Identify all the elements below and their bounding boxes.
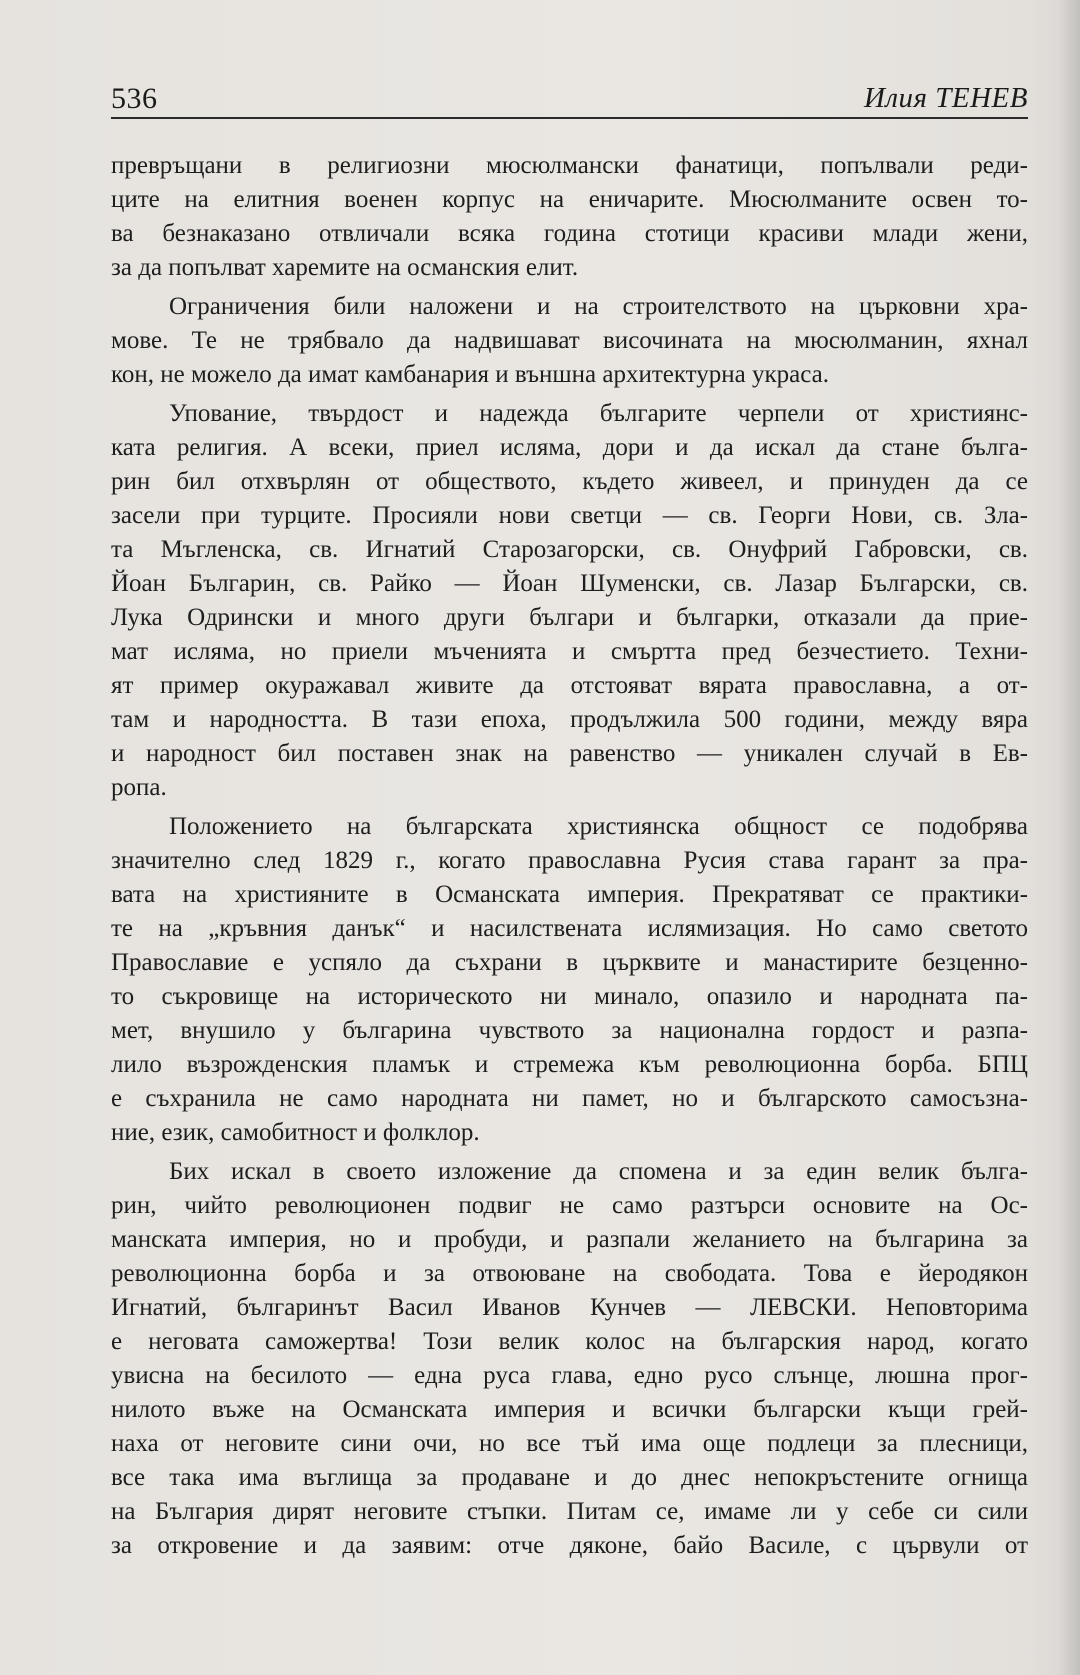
- page-edge-shadow: [1058, 0, 1080, 1675]
- paragraph: [111, 290, 1028, 392]
- text-line: засели при турците. Просияли нови светци — св. Георги Нови, св. Зла-: [111, 502, 1028, 529]
- text-line: Упование, твърдост и надежда българите черпели от християнс-: [169, 400, 1028, 427]
- text-line: значително след 1829 г., когато православна Русия става гарант за пра-: [111, 847, 1028, 874]
- text-line: Ограничения били наложени и на строителството на църковни хра-: [169, 293, 1028, 320]
- running-header: [111, 78, 1028, 118]
- text-line: Игнатий, българинът Васил Иванов Кунчев — ЛЕВСКИ. Неповторима: [111, 1294, 1028, 1321]
- text-line: и народност бил поставен знак на равенство — уникален случай в Ев-: [111, 740, 1028, 767]
- text-line: революционна борба и за отвоюване на свободата. Това е йеродякон: [111, 1260, 1028, 1287]
- text-line: Бих искал в своето изложение да спомена и за един велик бълга-: [169, 1158, 1028, 1185]
- text-line: е съхранила не само народната ни памет, но и българското самосъзна-: [111, 1085, 1028, 1112]
- paragraph: [111, 397, 1028, 805]
- page-number: 536: [111, 82, 158, 115]
- text-line: лило възрожденския пламък и стремежа към революционна борба. БПЦ: [111, 1051, 1028, 1078]
- text-line: ката религия. А всеки, приел исляма, дори и да искал да стане бълга-: [111, 434, 1028, 461]
- text-line: ците на елитния военен корпус на еничарите. Мюсюлманите освен то-: [111, 186, 1028, 213]
- text-line: мет, внушило у българина чувството за национална гордост и разпа-: [111, 1017, 1028, 1044]
- text-line: вата на християните в Османската империя. Прекратяват се практики-: [111, 881, 1028, 908]
- paragraph: [111, 1155, 1028, 1563]
- text-line: все така има въглища за продаване и до днес непокръстените огнища: [111, 1464, 1028, 1491]
- text-line: та Мъгленска, св. Игнатий Старозагорски, св. Онуфрий Габровски, св.: [111, 536, 1028, 563]
- text-line: рин, чийто революционен подвиг не само разтърси основите на Ос-: [111, 1192, 1028, 1219]
- text-line: увисна на бесилото — една руса глава, едно русо слънце, люшна прог-: [111, 1362, 1028, 1389]
- text-line: мове. Те не трябвало да надвишават височината на мюсюлманин, яхнал: [111, 327, 1028, 354]
- text-line: мат исляма, но приели мъченията и смъртта пред безчестието. Техни-: [111, 638, 1028, 665]
- header-rule: [111, 117, 1028, 119]
- text-line: за да попълват харемите на османския елит.: [111, 254, 579, 281]
- text-line: ва безнаказано отвличали всяка година стотици красиви млади жени,: [111, 220, 1028, 247]
- running-header-author: Илия ТЕНЕВ: [863, 82, 1028, 114]
- text-line: рин бил отхвърлян от обществото, където живеел, и принуден да се: [111, 468, 1028, 495]
- text-line: е неговата саможертва! Този велик колос на българския народ, когато: [111, 1328, 1028, 1355]
- text-line: наха от неговите сини очи, но все тъй има още подлеци за плесници,: [111, 1430, 1028, 1457]
- text-line: манската империя, но и пробуди, и разпали желанието на българина за: [111, 1226, 1028, 1253]
- text-line: за откровение и да заявим: отче дяконе, байо Василе, с цървули от: [111, 1532, 1028, 1559]
- text-line: Йоан Българин, св. Райко — Йоан Шуменски, св. Лазар Български, св.: [111, 570, 1028, 597]
- text-line: кон, не можело да имат камбанария и външна архитектурна украса.: [111, 361, 829, 388]
- text-line: ропа.: [111, 774, 167, 801]
- text-line: превръщани в религиозни мюсюлмански фанатици, попълвали реди-: [111, 152, 1028, 179]
- text-line: ние, език, самобитност и фолклор.: [111, 1119, 480, 1146]
- paragraph: [111, 149, 1028, 285]
- text-line: ят пример окуражавал живите да отстояват вярата православна, а от-: [111, 672, 1028, 699]
- text-line: то съкровище на историческото ни минало, опазило и народната па-: [111, 983, 1028, 1010]
- text-line: там и народността. В тази епоха, продължила 500 години, между вяра: [111, 706, 1028, 733]
- body-text: [111, 149, 1028, 1563]
- text-line: Православие е успяло да съхрани в църквите и манастирите безценно-: [111, 949, 1028, 976]
- text-line: на България дирят неговите стъпки. Питам се, имаме ли у себе си сили: [111, 1498, 1028, 1525]
- text-line: Лука Одрински и много други българи и българки, отказали да прие-: [111, 604, 1028, 631]
- text-line: нилото въже на Османската империя и всички български къщи грей-: [111, 1396, 1028, 1423]
- paragraph: [111, 810, 1028, 1150]
- text-line: те на „кръвния данък“ и насилствената ислямизация. Но само светото: [111, 915, 1028, 942]
- text-line: Положението на българската християнска общност се подобрява: [169, 813, 1028, 840]
